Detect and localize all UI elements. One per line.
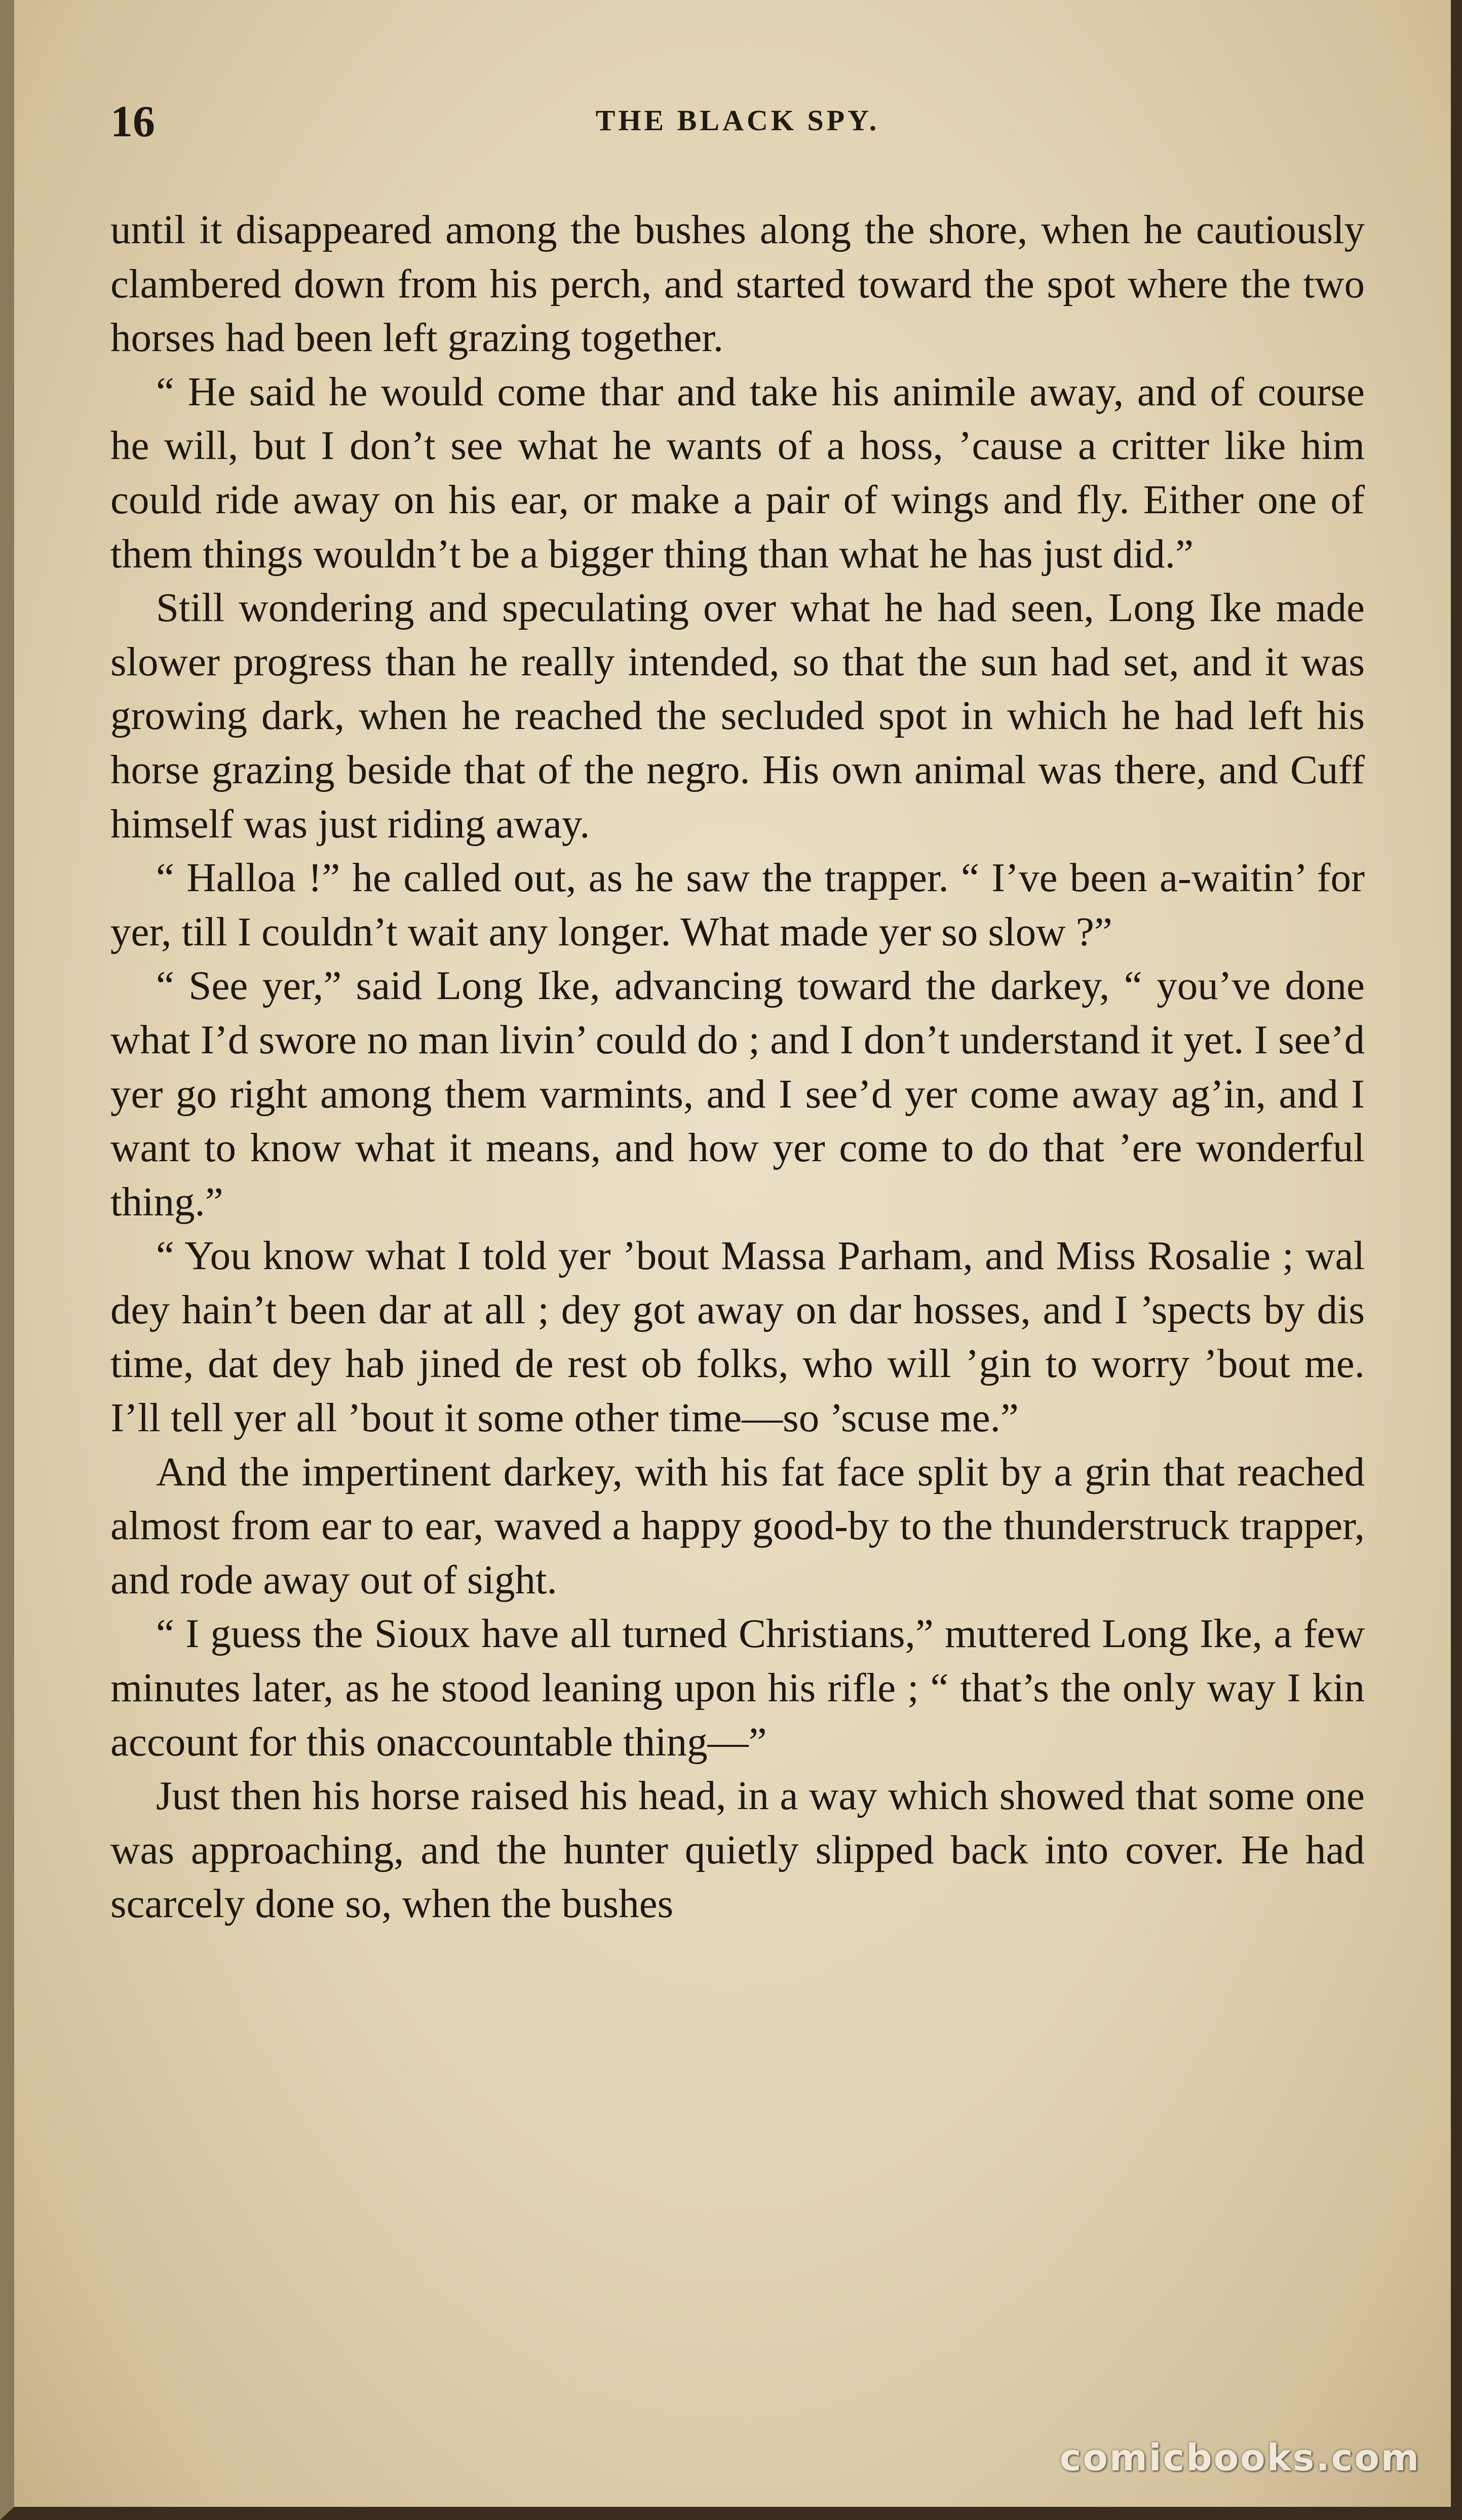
paragraph: “ I guess the Sioux have all turned Christians,” muttered Long Ike, a few minutes later, as he stood leaning upon his rifle ; “ that’s the only way I kin account for this onaccountable thing—” [110, 1611, 1365, 1765]
paragraph: “ Halloa !” he called out, as he saw the trapper. “ I’ve been a-waitin’ for yer, till I couldn’t wait any longer. What made yer so slow ?” [110, 855, 1365, 954]
running-head: THE BLACK SPY. [595, 104, 880, 137]
page-number: 16 [110, 97, 155, 146]
body-text [110, 203, 1365, 1931]
page-header [110, 96, 1365, 152]
paragraph: Still wondering and speculating over what he had seen, Long Ike made slower progress than he really intended, so that the sun had set, and it was growing dark, when he reached the secluded spot in which he had left his horse grazing beside that of the negro. His own animal was there, and Cuff himself was just riding away. [110, 585, 1365, 847]
paragraph: “ You know what I told yer ’bout Massa Parham, and Miss Rosalie ; wal dey hain’t been dar at all ; dey got away on dar hosses, and I ’spects by dis time, dat dey hab jined de rest ob folks, who will ’gin to worry ’bout me. I’ll tell yer all ’bout it some other time—so ’scuse me.” [110, 1233, 1365, 1441]
paragraph: until it disappeared among the bushes along the shore, when he cautiously clambered down from his perch, and started toward the spot where the two horses had been left grazing together. [110, 207, 1365, 361]
paragraph: And the impertinent darkey, with his fat face split by a grin that reached almost from ear to ear, waved a happy good-by to the thunderstruck trapper, and rode away out of sight. [110, 1448, 1365, 1602]
paragraph: Just then his horse raised his head, in a way which showed that some one was approaching, and the hunter quietly slipped back into cover. He had scarcely done so, when the bushes [110, 1773, 1365, 1927]
watermark: comicbooks.com [1059, 2436, 1420, 2479]
paragraph: “ See yer,” said Long Ike, advancing toward the darkey, “ you’ve done what I’d swore no man livin’ could do ; and I don’t understand it yet. I see’d yer go right among them varmints, and I see’d yer come away ag’in, and I want to know what it means, and how yer come to do that ’ere wonderful thing.” [110, 963, 1365, 1225]
paragraph: “ He said he would come thar and take his animile away, and of course he will, but I don’t see what he wants of a hoss, ’cause a critter like him could ride away on his ear, or make a pair of wings and fly. Either one of them things wouldn’t be a bigger thing than what he has just did.” [110, 368, 1365, 577]
